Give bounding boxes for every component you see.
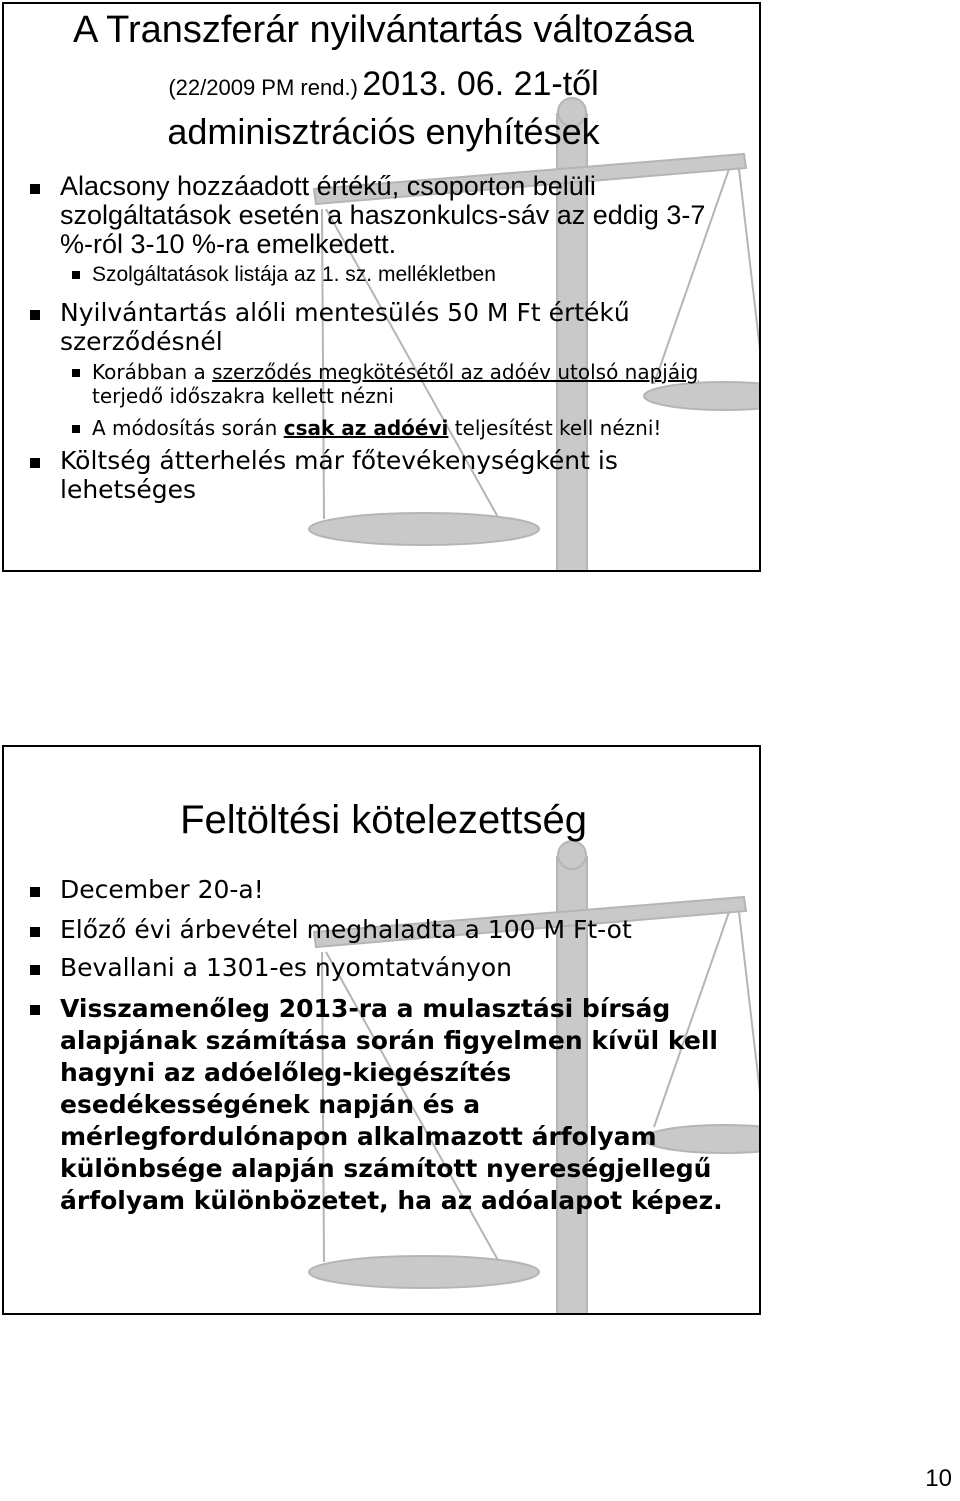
bullet-list — [30, 446, 643, 504]
underlined-text: szerződés megkötésétől az adóév utolsó napjáig — [212, 360, 699, 384]
bullet-item: December 20-a! — [30, 875, 745, 905]
effective-date: 2013. 06. 21-től — [362, 65, 599, 103]
bullet-item: Alacsony hozzáadott értékű, csoporton belüli szolgáltatások esetén a haszonkulcs-sáv az eddig 3-7 %-ról 3-10 %-ra emelkedett. — [30, 172, 745, 259]
slide1-title: A Transzferár nyilvántartás változása — [73, 9, 694, 51]
emphasis-text: csak az adóévi — [283, 416, 449, 440]
sub-bullet-item: Szolgáltatások listája az 1. sz. mellékletben — [72, 262, 743, 288]
regulation-ref: (22/2009 PM rend.) — [168, 75, 358, 100]
bullet-list — [30, 298, 745, 356]
sub-bullet-item: A módosítás során csak az adóévi teljesítést kell nézni! — [72, 416, 743, 440]
slide2-title: Feltöltési kötelezettség — [180, 798, 587, 842]
slide-1 — [2, 2, 761, 572]
slide-2 — [2, 745, 761, 1315]
sub-bullet-list — [72, 360, 743, 440]
slide1-title-line2 — [4, 62, 761, 113]
bullet-item: Előző évi árbevétel meghaladta a 100 M Ft-ot — [30, 915, 745, 945]
bullet-item: Költség átterhelés már főtevékenységként is lehetséges — [30, 446, 643, 504]
slide1-subtitle: adminisztrációs enyhítések — [167, 111, 600, 152]
sub-bullet-item: Korábban a szerződés megkötésétől az adóév utolsó napjáig terjedő időszakra kellett nézni — [72, 360, 743, 408]
sub-bullet-list — [72, 262, 743, 288]
bullet-item: Bevallani a 1301-es nyomtatványon — [30, 953, 745, 983]
bullet-item: Visszamenőleg 2013-ra a mulasztási bírság alapjának számítása során figyelmen kívül kell hagyni az adóelőleg-kiegészítés esedékességének napján és a mérlegfordulónapon alkalmazott árfolyam különbsége alapján számított nyereségjellegű árfolyam különbözetet, ha az adóalapot képez. — [30, 993, 745, 1217]
bullet-item: Nyilvántartás alóli mentesülés 50 M Ft értékű szerződésnél — [30, 298, 745, 356]
bullet-list — [30, 875, 745, 1217]
page-number: 10 — [925, 1465, 952, 1492]
bullet-list — [30, 172, 745, 259]
